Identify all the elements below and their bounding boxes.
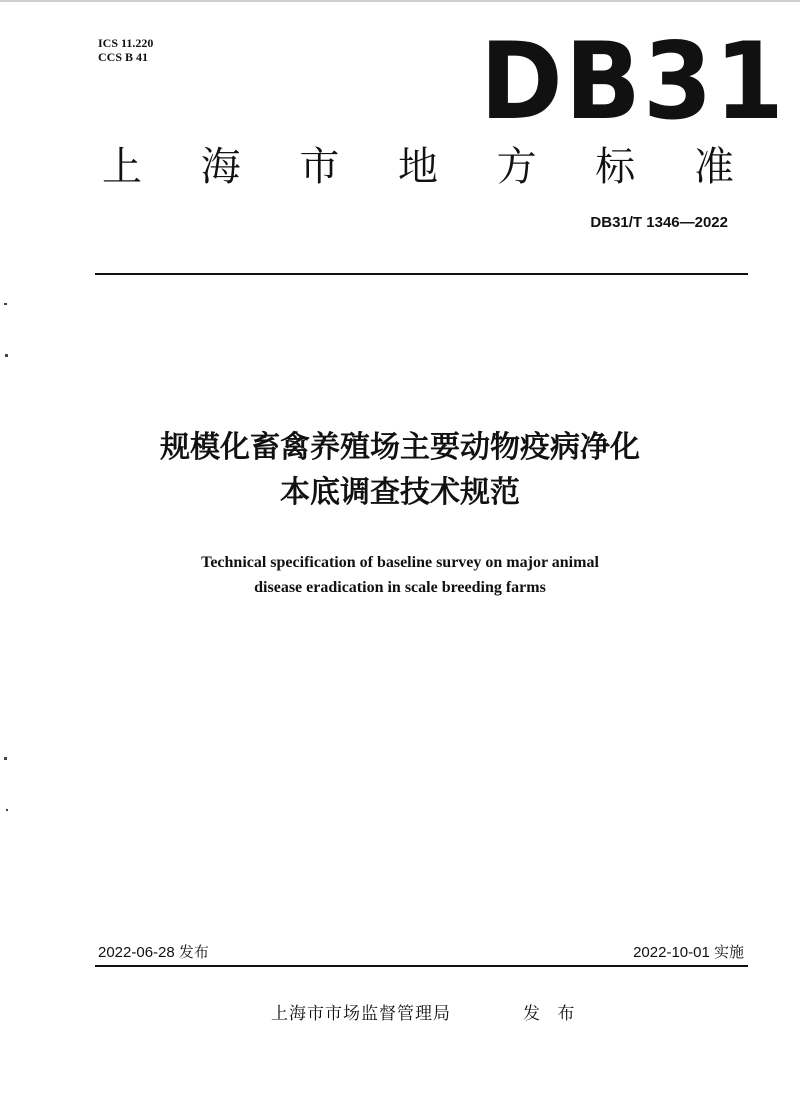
standard-number: DB31/T 1346—2022 <box>590 214 728 231</box>
chinese-title <box>0 425 800 515</box>
standard-type-char: 地 <box>397 144 438 190</box>
scan-speck <box>5 354 8 357</box>
top-border-line <box>0 0 800 2</box>
standard-type-char: 海 <box>200 144 241 190</box>
implementation-date: 2022-10-01 实施 <box>633 944 744 961</box>
issue-date: 2022-06-28 发布 <box>98 944 209 961</box>
footer-divider <box>95 965 748 967</box>
standard-type-char: 上 <box>102 144 142 190</box>
standard-type-char: 市 <box>299 144 340 190</box>
ics-code: ICS 11.220 <box>98 36 154 50</box>
standard-type-char: 准 <box>693 144 734 190</box>
english-title-line: Technical specification of baseline survey on major animal <box>201 554 599 571</box>
scan-speck <box>4 303 7 305</box>
english-title-line: disease eradication in scale breeding farms <box>254 579 546 596</box>
classification-codes <box>98 36 153 64</box>
standard-type-char: 方 <box>496 144 537 190</box>
standard-type-title <box>98 143 738 191</box>
chinese-title-line: 规模化畜禽养殖场主要动物疫病净化 <box>160 430 640 465</box>
db31-logo: DB31 <box>480 20 787 144</box>
header-divider <box>95 273 748 275</box>
ccs-code: CCS B 41 <box>98 50 149 64</box>
scan-speck <box>4 757 7 760</box>
english-title <box>0 550 800 600</box>
scan-speck <box>6 809 8 811</box>
issuing-authority: 上海市市场监督管理局 <box>271 1004 451 1024</box>
standard-type-char: 标 <box>595 144 636 190</box>
chinese-title-line: 本底调查技术规范 <box>280 475 520 510</box>
publish-label: 发 布 <box>523 1004 581 1024</box>
